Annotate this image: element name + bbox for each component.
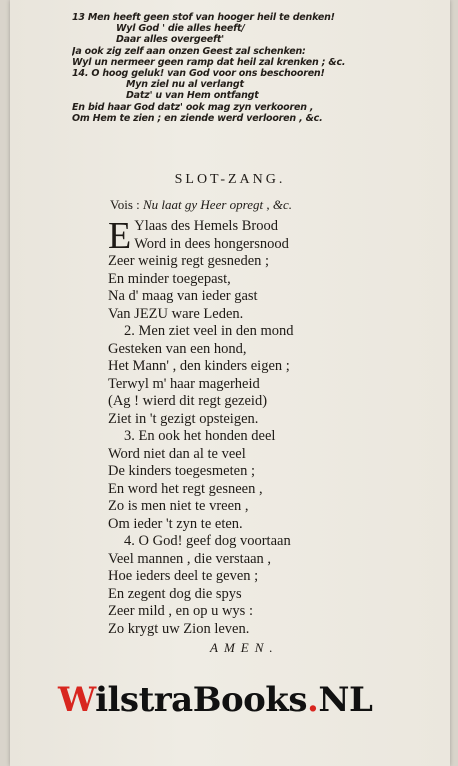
watermark-dot: . — [307, 680, 319, 720]
poem-line: En zegent dog die spys — [108, 585, 242, 602]
poem-line: Zo krygt uw Zion leven. — [108, 620, 250, 637]
text-line: Ja ook zig zelf aan onzen Geest zal schenken: — [72, 45, 306, 57]
wilstrabooks-watermark — [58, 680, 372, 720]
watermark-w: W — [58, 680, 96, 720]
tune-label: Vois : — [110, 197, 140, 212]
poem-line: Veel mannen , die verstaan , — [108, 550, 272, 567]
text-line: Wyl God ' die alles heeft/ — [116, 23, 245, 35]
poem-body — [108, 215, 408, 638]
poem-line: Het Mann' , den kinders eigen ; — [108, 358, 290, 374]
poem-line: Van JEZU ware Leden. — [108, 305, 244, 322]
text-line: Myn ziel nu al verlangt — [126, 79, 244, 91]
poem-line: Ziet in 't gezigt opsteigen. — [108, 410, 259, 427]
text-line: Om Hem te zien ; en ziende werd verlooren , &c. — [72, 112, 323, 124]
poem-line: Word niet dan al te veel — [108, 445, 246, 462]
poem-line: Ylaas des Hemels Brood — [134, 218, 278, 234]
text-line: En bid haar God datz' ook mag zyn verkooren , — [72, 101, 314, 113]
poem-line: Terwyl m' haar magerheid — [108, 375, 260, 392]
poem-line: 4. O God! geef dog voortaan — [124, 533, 291, 549]
poem-line: En word het regt gesneen , — [108, 480, 263, 497]
poem-line: Zeer weinig regt gesneden ; — [108, 253, 270, 269]
poem-line: Zo is men niet te vreen , — [108, 498, 249, 514]
book-page — [10, 0, 450, 766]
amen-closing: AMEN. — [210, 640, 279, 655]
text-line: 13 Men heeft geen stof van hooger heil te denken! — [72, 12, 335, 23]
poem-line: (Ag ! wierd dit regt gezeid) — [108, 393, 268, 409]
poem-line: Gesteken van een hond, — [108, 340, 247, 357]
song-heading: SLOT-ZANG. — [174, 172, 286, 187]
poem-line: Na d' maag van ieder gast — [108, 288, 258, 304]
watermark-tld: NL — [318, 680, 373, 720]
text-line: Daar alles overgeeft' — [116, 34, 224, 46]
text-line: Wyl un nermeer geen ramp dat heil zal krenken ; &c. — [72, 56, 346, 68]
poem-line: Word in dees hongersnood — [134, 235, 289, 252]
poem-line: Zeer mild , en op u wys : — [108, 603, 253, 619]
text-line: 14. O hoog geluk! van God voor ons beschooren! — [72, 68, 325, 80]
drop-cap: E — [108, 215, 132, 257]
poem-line: 3. En ook het honden deel — [124, 428, 276, 444]
poem-line: De kinders toegesmeten ; — [108, 463, 255, 479]
previous-hymn-ending — [72, 12, 442, 124]
text-line: Datz' u van Hem ontfangt — [126, 90, 259, 102]
poem-line: 2. Men ziet veel in den mond — [124, 323, 294, 339]
tune-indication — [110, 197, 292, 213]
poem-line: En minder toegepast, — [108, 270, 231, 287]
tune-name: Nu laat gy Heer opregt , &c. — [143, 197, 292, 212]
poem-line: Om ieder 't zyn te eten. — [108, 515, 243, 532]
poem-line: Hoe ieders deel te geven ; — [108, 568, 259, 584]
watermark-brand: ilstraBooks — [95, 680, 308, 720]
